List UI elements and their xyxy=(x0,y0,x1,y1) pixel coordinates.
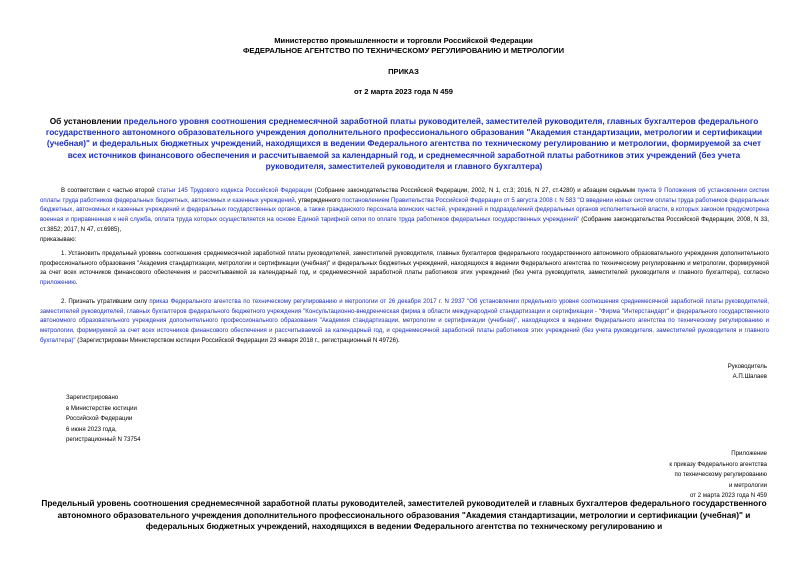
annex-line-5: от 2 марта 2023 года N 459 xyxy=(690,492,767,500)
registration-line-1: Зарегистрировано xyxy=(66,394,119,401)
item-1-text: 1. Установить предельный уровень соотношения среднемесячной заработной платы руководителей, заместителей руководителя, главных бухгалтеров федерального государственного автономного образовательного учреждения дополнительного профессионального образования "Академия стандартизации, метрологии и сертификации (учебная)" и федеральных бюджетных учреждений, находящихся в ведении Федерального агентства по техническому регулированию и метрологии, формируемой за счет всех источников финансового обеспечения и рассчитываемой за календарный год, и среднемесячной заработной платы работников этих учреждений (без учета руководителя, заместителей руководителя и главного бухгалтера), согласно xyxy=(40,250,769,277)
preamble-text-4: (Собрание законодательства Российской Федерации, 2008, N 33, ст.3852; 2017, N 47, ст.6985), xyxy=(40,216,769,233)
agency-name: ФЕДЕРАЛЬНОЕ АГЕНТСТВО ПО ТЕХНИЧЕСКОМУ РЕГУЛИРОВАНИЮ И МЕТРОЛОГИИ xyxy=(242,46,565,55)
annex-link[interactable]: приложению xyxy=(40,279,76,287)
title-prefix: Об установлении xyxy=(49,116,124,126)
annex-line-4: и метрологии xyxy=(729,481,767,489)
ministry-name: Министерство промышленности и торговли Российской Федерации xyxy=(274,36,533,45)
repealed-order-link[interactable]: приказ Федерального агентства по техническому регулированию и метрологии от 26 декабря 2017 г. N 2937 "Об установлении предельного уровня соотношения среднемесячной заработной платы руководителей, заместителей руководителей, главных бухгалтеров федерального бюджетного учреждения "Консультационно-внедренческая фирма в области международной стандартизации и сертификации - "Фирма "Интерстандарт" и федерального государственного автономного образовательного учреждения дополнительного профессионального образования "Академия стандартизации, метрологии и сертификации (учебная)", находящихся в ведении Федерального агентства по техническому регулированию и метрологии, формируемой за счет всех источников финансового обеспечения и рассчитываемой за календарный год, и среднемесячной заработной платы работников этих учреждений (без учета руководителя, заместителей руководителя и главного бухгалтера)" xyxy=(40,298,770,344)
signatory-name: А.П.Шалаев xyxy=(732,372,767,380)
registration-block xyxy=(66,393,141,446)
annex-title: Предельный уровень соотношения среднемесячной заработной платы руководителей, заместителей руководителей и главных бухгалтеров федерального государственного автономного образовательного учреждения дополнительного профессионального образования "Академия стандартизации, метрологии и сертификации (учебная)" и федеральных бюджетных учреждений, находящихся в ведении Федерального агентства по техническому регулированию и xyxy=(41,498,767,532)
annex-header xyxy=(669,449,767,502)
preamble-text-3: , утвержденного xyxy=(294,196,343,204)
title-link[interactable]: предельного уровня соотношения среднемесячной заработной платы руководителей, заместителей руководителя, главных бухгалтеров федерального государственного автономного образовательного учреждения дополнительного профессионального образования "Академия стандартизации, метрологии и сертификации (учебная)" и федеральных бюджетных учреждений, находящихся в ведении Федерального агентства по техническому регулированию и метрологии, формируемой за счет всех источников финансового обеспечения и рассчитываемой за календарный год, и среднемесячной заработной платы работников этих учреждений (без учета руководителя, заместителей руководителя и главного бухгалтера) xyxy=(45,116,763,171)
registration-line-4: 6 июня 2023 года, xyxy=(66,425,117,433)
document-date-number: от 2 марта 2023 года N 459 xyxy=(354,87,453,96)
signatory-position: Руководитель xyxy=(727,363,767,370)
order-word: приказываю: xyxy=(40,235,77,243)
preamble-paragraph xyxy=(40,186,769,244)
preamble-text-2: (Собрание законодательства Российской Федерации, 2002, N 1, ст.3; 2016, N 27, ст.4280) и абзацем седьмым xyxy=(312,187,638,194)
document-title xyxy=(38,116,770,172)
government-decree-link[interactable]: постановлением Правительства Российской Федерации от 5 августа 2008 г. N 583 "О введении новых систем оплаты труда работников федеральных бюджетных, автономных и казенных учреждений и федеральных государственных органов, а также гражданского персонала воинских частей, учреждений и подразделений федеральных органов исполнительной власти, в которых законом предусмотрена военная и приравненная к ней служба, оплата труда которых осуществляется на основе Единой тарифной сетки по оплате труда работников федеральных государственных учреждений" xyxy=(40,196,770,224)
registration-line-2: в Министерстве юстиции xyxy=(66,404,137,412)
labor-code-link[interactable]: статьи 145 Трудового кодекса Российской Федерации xyxy=(156,187,313,194)
preamble-text-1: В соответствии с частью второй xyxy=(61,187,157,194)
annex-line-3: по техническому регулированию xyxy=(674,471,767,479)
regulation-point-link[interactable]: пункта 9 Положения об установлении систем оплаты труда работников федеральных бюджетных, автономных и казенных учреждений xyxy=(40,187,769,204)
registration-line-3: Российской Федерации xyxy=(66,415,133,423)
annex-line-2: к приказу Федерального агентства xyxy=(669,460,767,468)
signature-block xyxy=(728,362,767,381)
item-2-text-1: 2. Признать утратившим силу xyxy=(61,298,150,305)
item-1-paragraph xyxy=(40,249,769,288)
annex-line-1: Приложение xyxy=(731,450,767,457)
item-2-paragraph xyxy=(40,297,769,346)
item-1-end: . xyxy=(75,279,78,287)
document-type: ПРИКАЗ xyxy=(388,67,419,76)
item-2-text-2: (Зарегистрирован Министерством юстиции Российской Федерации 23 января 2018 г., регистрационный N 49726). xyxy=(75,336,400,344)
registration-line-5: регистрационный N 73754 xyxy=(66,436,141,444)
